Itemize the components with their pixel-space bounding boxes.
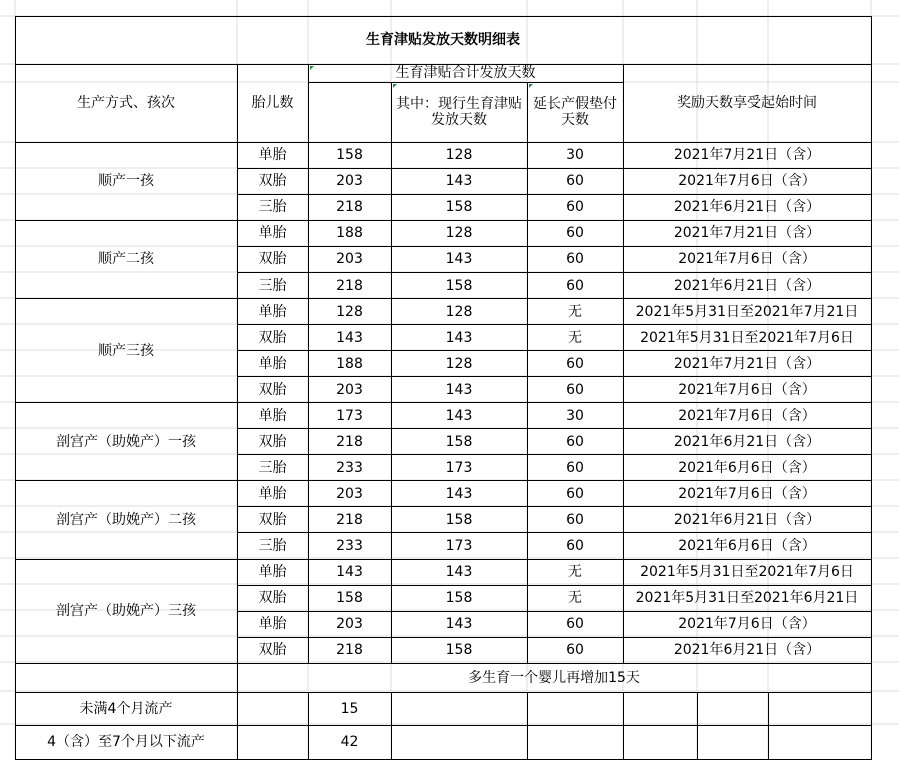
blank-cell	[391, 692, 527, 725]
group-label: 顺产二孩	[15, 220, 237, 298]
extended-days-cell: 60	[527, 455, 623, 481]
extended-days-cell: 60	[527, 246, 623, 272]
current-days-cell: 158	[391, 637, 527, 663]
start-date-cell: 2021年7月21日（含）	[623, 351, 871, 377]
miscarriage-row	[0, 692, 899, 725]
fetus-cell: 单胎	[237, 142, 308, 168]
current-days-cell: 158	[391, 429, 527, 455]
blank-cell	[871, 299, 899, 325]
blank-cell	[0, 194, 15, 220]
extended-days-cell: 60	[527, 168, 623, 194]
extended-days-cell: 60	[527, 637, 623, 663]
current-days-cell: 173	[391, 455, 527, 481]
start-date-cell: 2021年6月21日（含）	[623, 507, 871, 533]
blank-cell	[871, 429, 899, 455]
current-days-cell: 158	[391, 273, 527, 299]
fetus-cell: 单胎	[237, 481, 308, 507]
blank-cell	[0, 663, 15, 692]
current-days-cell: 158	[391, 585, 527, 611]
start-date-cell: 2021年7月21日（含）	[623, 142, 871, 168]
miscarriage-row	[0, 725, 899, 759]
blank-cell	[871, 692, 899, 725]
blank-cell	[768, 725, 871, 759]
start-date-cell: 2021年7月6日（含）	[623, 377, 871, 403]
fetus-cell: 双胎	[237, 325, 308, 351]
blank-cell	[871, 725, 899, 759]
blank-cell	[623, 725, 697, 759]
group-label: 剖宫产（助娩产）二孩	[15, 481, 237, 559]
blank-cell	[871, 637, 899, 663]
fetus-cell: 单胎	[237, 220, 308, 246]
header-current: 其中：现行生育津贴发放天数	[391, 82, 527, 142]
start-date-cell: 2021年7月6日（含）	[623, 246, 871, 272]
extended-days-cell: 60	[527, 533, 623, 559]
group-label: 剖宫产（助娩产）三孩	[15, 559, 237, 663]
blank-cell	[871, 194, 899, 220]
table-title: 生育津贴发放天数明细表	[15, 16, 871, 64]
total-days-cell: 188	[308, 351, 391, 377]
blank-cell	[871, 351, 899, 377]
fetus-cell: 三胎	[237, 273, 308, 299]
blank-cell	[527, 692, 623, 725]
total-days-cell: 143	[308, 559, 391, 585]
blank-cell	[871, 273, 899, 299]
group-label: 剖宫产（助娩产）一孩	[15, 403, 237, 481]
current-days-cell: 143	[391, 481, 527, 507]
total-days-cell: 218	[308, 194, 391, 220]
extended-days-cell: 60	[527, 507, 623, 533]
fetus-cell: 双胎	[237, 377, 308, 403]
blank-cell	[697, 725, 768, 759]
total-days-cell: 203	[308, 611, 391, 637]
start-date-cell: 2021年5月31日至2021年6月21日	[623, 585, 871, 611]
blank-cell	[0, 481, 15, 507]
miscarriage-days: 15	[308, 692, 391, 725]
blank-cell	[0, 455, 15, 481]
total-days-cell: 218	[308, 273, 391, 299]
current-days-cell: 128	[391, 299, 527, 325]
start-date-cell: 2021年7月6日（含）	[623, 481, 871, 507]
blank-cell	[871, 507, 899, 533]
blank-cell	[0, 507, 15, 533]
start-date-cell: 2021年5月31日至2021年7月6日	[623, 325, 871, 351]
total-days-cell: 233	[308, 533, 391, 559]
header-fetus: 胎儿数	[237, 64, 308, 142]
current-days-cell: 128	[391, 220, 527, 246]
fetus-cell: 三胎	[237, 455, 308, 481]
start-date-cell: 2021年7月6日（含）	[623, 403, 871, 429]
blank-cell	[527, 725, 623, 759]
start-date-cell: 2021年7月6日（含）	[623, 168, 871, 194]
fetus-cell: 单胎	[237, 611, 308, 637]
extended-days-cell: 60	[527, 351, 623, 377]
extended-days-cell: 无	[527, 585, 623, 611]
blank-cell	[0, 585, 15, 611]
blank-cell	[0, 692, 15, 725]
total-days-cell: 203	[308, 246, 391, 272]
blank-cell	[623, 692, 697, 725]
extended-days-cell: 30	[527, 142, 623, 168]
extended-days-cell: 无	[527, 325, 623, 351]
blank-cell	[871, 220, 899, 246]
extended-days-cell: 60	[527, 429, 623, 455]
fetus-cell: 单胎	[237, 559, 308, 585]
header-method: 生产方式、孩次	[15, 64, 237, 142]
total-days-cell: 128	[308, 299, 391, 325]
blank-cell	[871, 377, 899, 403]
total-days-cell: 158	[308, 142, 391, 168]
total-days-cell: 173	[308, 403, 391, 429]
start-date-cell: 2021年6月21日（含）	[623, 429, 871, 455]
blank-cell	[391, 725, 527, 759]
blank-cell	[0, 637, 15, 663]
miscarriage-label: 4（含）至7个月以下流产	[15, 725, 237, 759]
current-days-cell: 143	[391, 611, 527, 637]
total-days-cell: 143	[308, 325, 391, 351]
blank-cell	[0, 725, 15, 759]
blank-cell	[871, 611, 899, 637]
blank-cell	[871, 585, 899, 611]
table-row	[0, 481, 899, 507]
start-date-cell: 2021年5月31日至2021年7月6日	[623, 559, 871, 585]
fetus-cell: 单胎	[237, 351, 308, 377]
current-days-cell: 143	[391, 246, 527, 272]
blank-cell	[0, 611, 15, 637]
current-days-cell: 143	[391, 325, 527, 351]
blank-cell	[237, 692, 308, 725]
current-days-cell: 173	[391, 533, 527, 559]
extended-days-cell: 60	[527, 194, 623, 220]
extra-baby-note: 多生育一个婴儿再增加15天	[237, 663, 871, 692]
current-days-cell: 143	[391, 168, 527, 194]
blank-cell	[871, 403, 899, 429]
blank-cell	[0, 403, 15, 429]
miscarriage-days: 42	[308, 725, 391, 759]
total-days-cell: 203	[308, 377, 391, 403]
total-days-cell: 218	[308, 507, 391, 533]
blank-cell	[871, 559, 899, 585]
blank-cell	[0, 351, 15, 377]
table-row	[0, 142, 899, 168]
blank-cell	[15, 663, 237, 692]
blank-cell	[697, 692, 768, 725]
table-row	[0, 559, 899, 585]
blank-cell	[0, 273, 15, 299]
blank-cell	[0, 246, 15, 272]
blank-cell	[0, 377, 15, 403]
blank-cell	[0, 168, 15, 194]
current-days-cell: 143	[391, 403, 527, 429]
blank-cell	[0, 220, 15, 246]
fetus-cell: 双胎	[237, 507, 308, 533]
blank-cell	[0, 142, 15, 168]
blank-cell	[871, 533, 899, 559]
total-days-cell: 218	[308, 637, 391, 663]
fetus-cell: 单胎	[237, 403, 308, 429]
blank-cell	[871, 455, 899, 481]
start-date-cell: 2021年6月21日（含）	[623, 194, 871, 220]
blank-cell	[871, 481, 899, 507]
blank-cell	[871, 142, 899, 168]
group-label: 顺产三孩	[15, 299, 237, 403]
extended-days-cell: 无	[527, 559, 623, 585]
total-days-cell: 203	[308, 168, 391, 194]
blank-cell	[0, 533, 15, 559]
fetus-cell: 三胎	[237, 533, 308, 559]
current-days-cell: 158	[391, 194, 527, 220]
start-date-cell: 2021年6月6日（含）	[623, 455, 871, 481]
fetus-cell: 双胎	[237, 585, 308, 611]
blank-cell	[0, 559, 15, 585]
current-days-cell: 128	[391, 142, 527, 168]
current-days-cell: 143	[391, 377, 527, 403]
total-days-cell: 218	[308, 429, 391, 455]
start-date-cell: 2021年6月21日（含）	[623, 637, 871, 663]
table-row	[0, 299, 899, 325]
start-date-cell: 2021年5月31日至2021年7月21日	[623, 299, 871, 325]
blank-cell	[871, 168, 899, 194]
header-total	[308, 82, 391, 142]
table-row	[0, 220, 899, 246]
extended-days-cell: 60	[527, 377, 623, 403]
fetus-cell: 双胎	[237, 637, 308, 663]
fetus-cell: 单胎	[237, 299, 308, 325]
total-days-cell: 233	[308, 455, 391, 481]
extended-days-cell: 30	[527, 403, 623, 429]
header-total-group: 生育津贴合计发放天数	[308, 64, 623, 82]
extended-days-cell: 60	[527, 273, 623, 299]
group-label: 顺产一孩	[15, 142, 237, 220]
start-date-cell: 2021年7月6日（含）	[623, 611, 871, 637]
blank-cell	[0, 299, 15, 325]
fetus-cell: 双胎	[237, 429, 308, 455]
extended-days-cell: 60	[527, 220, 623, 246]
blank-cell	[871, 663, 899, 692]
start-date-cell: 2021年6月6日（含）	[623, 533, 871, 559]
header-start: 奖励天数享受起始时间	[623, 64, 871, 142]
fetus-cell: 双胎	[237, 246, 308, 272]
header-extended: 延长产假垫付天数	[527, 82, 623, 142]
start-date-cell: 2021年6月21日（含）	[623, 273, 871, 299]
extended-days-cell: 60	[527, 481, 623, 507]
total-days-cell: 188	[308, 220, 391, 246]
current-days-cell: 128	[391, 351, 527, 377]
current-days-cell: 158	[391, 507, 527, 533]
blank-cell	[768, 692, 871, 725]
blank-cell	[871, 246, 899, 272]
note-row	[0, 663, 899, 692]
blank-cell	[0, 429, 15, 455]
miscarriage-label: 未满4个月流产	[15, 692, 237, 725]
fetus-cell: 三胎	[237, 194, 308, 220]
table-row	[0, 403, 899, 429]
total-days-cell: 158	[308, 585, 391, 611]
blank-cell	[0, 325, 15, 351]
total-days-cell: 203	[308, 481, 391, 507]
start-date-cell: 2021年7月21日（含）	[623, 220, 871, 246]
blank-cell	[871, 325, 899, 351]
current-days-cell: 143	[391, 559, 527, 585]
fetus-cell: 双胎	[237, 168, 308, 194]
extended-days-cell: 无	[527, 299, 623, 325]
blank-cell	[237, 725, 308, 759]
extended-days-cell: 60	[527, 611, 623, 637]
